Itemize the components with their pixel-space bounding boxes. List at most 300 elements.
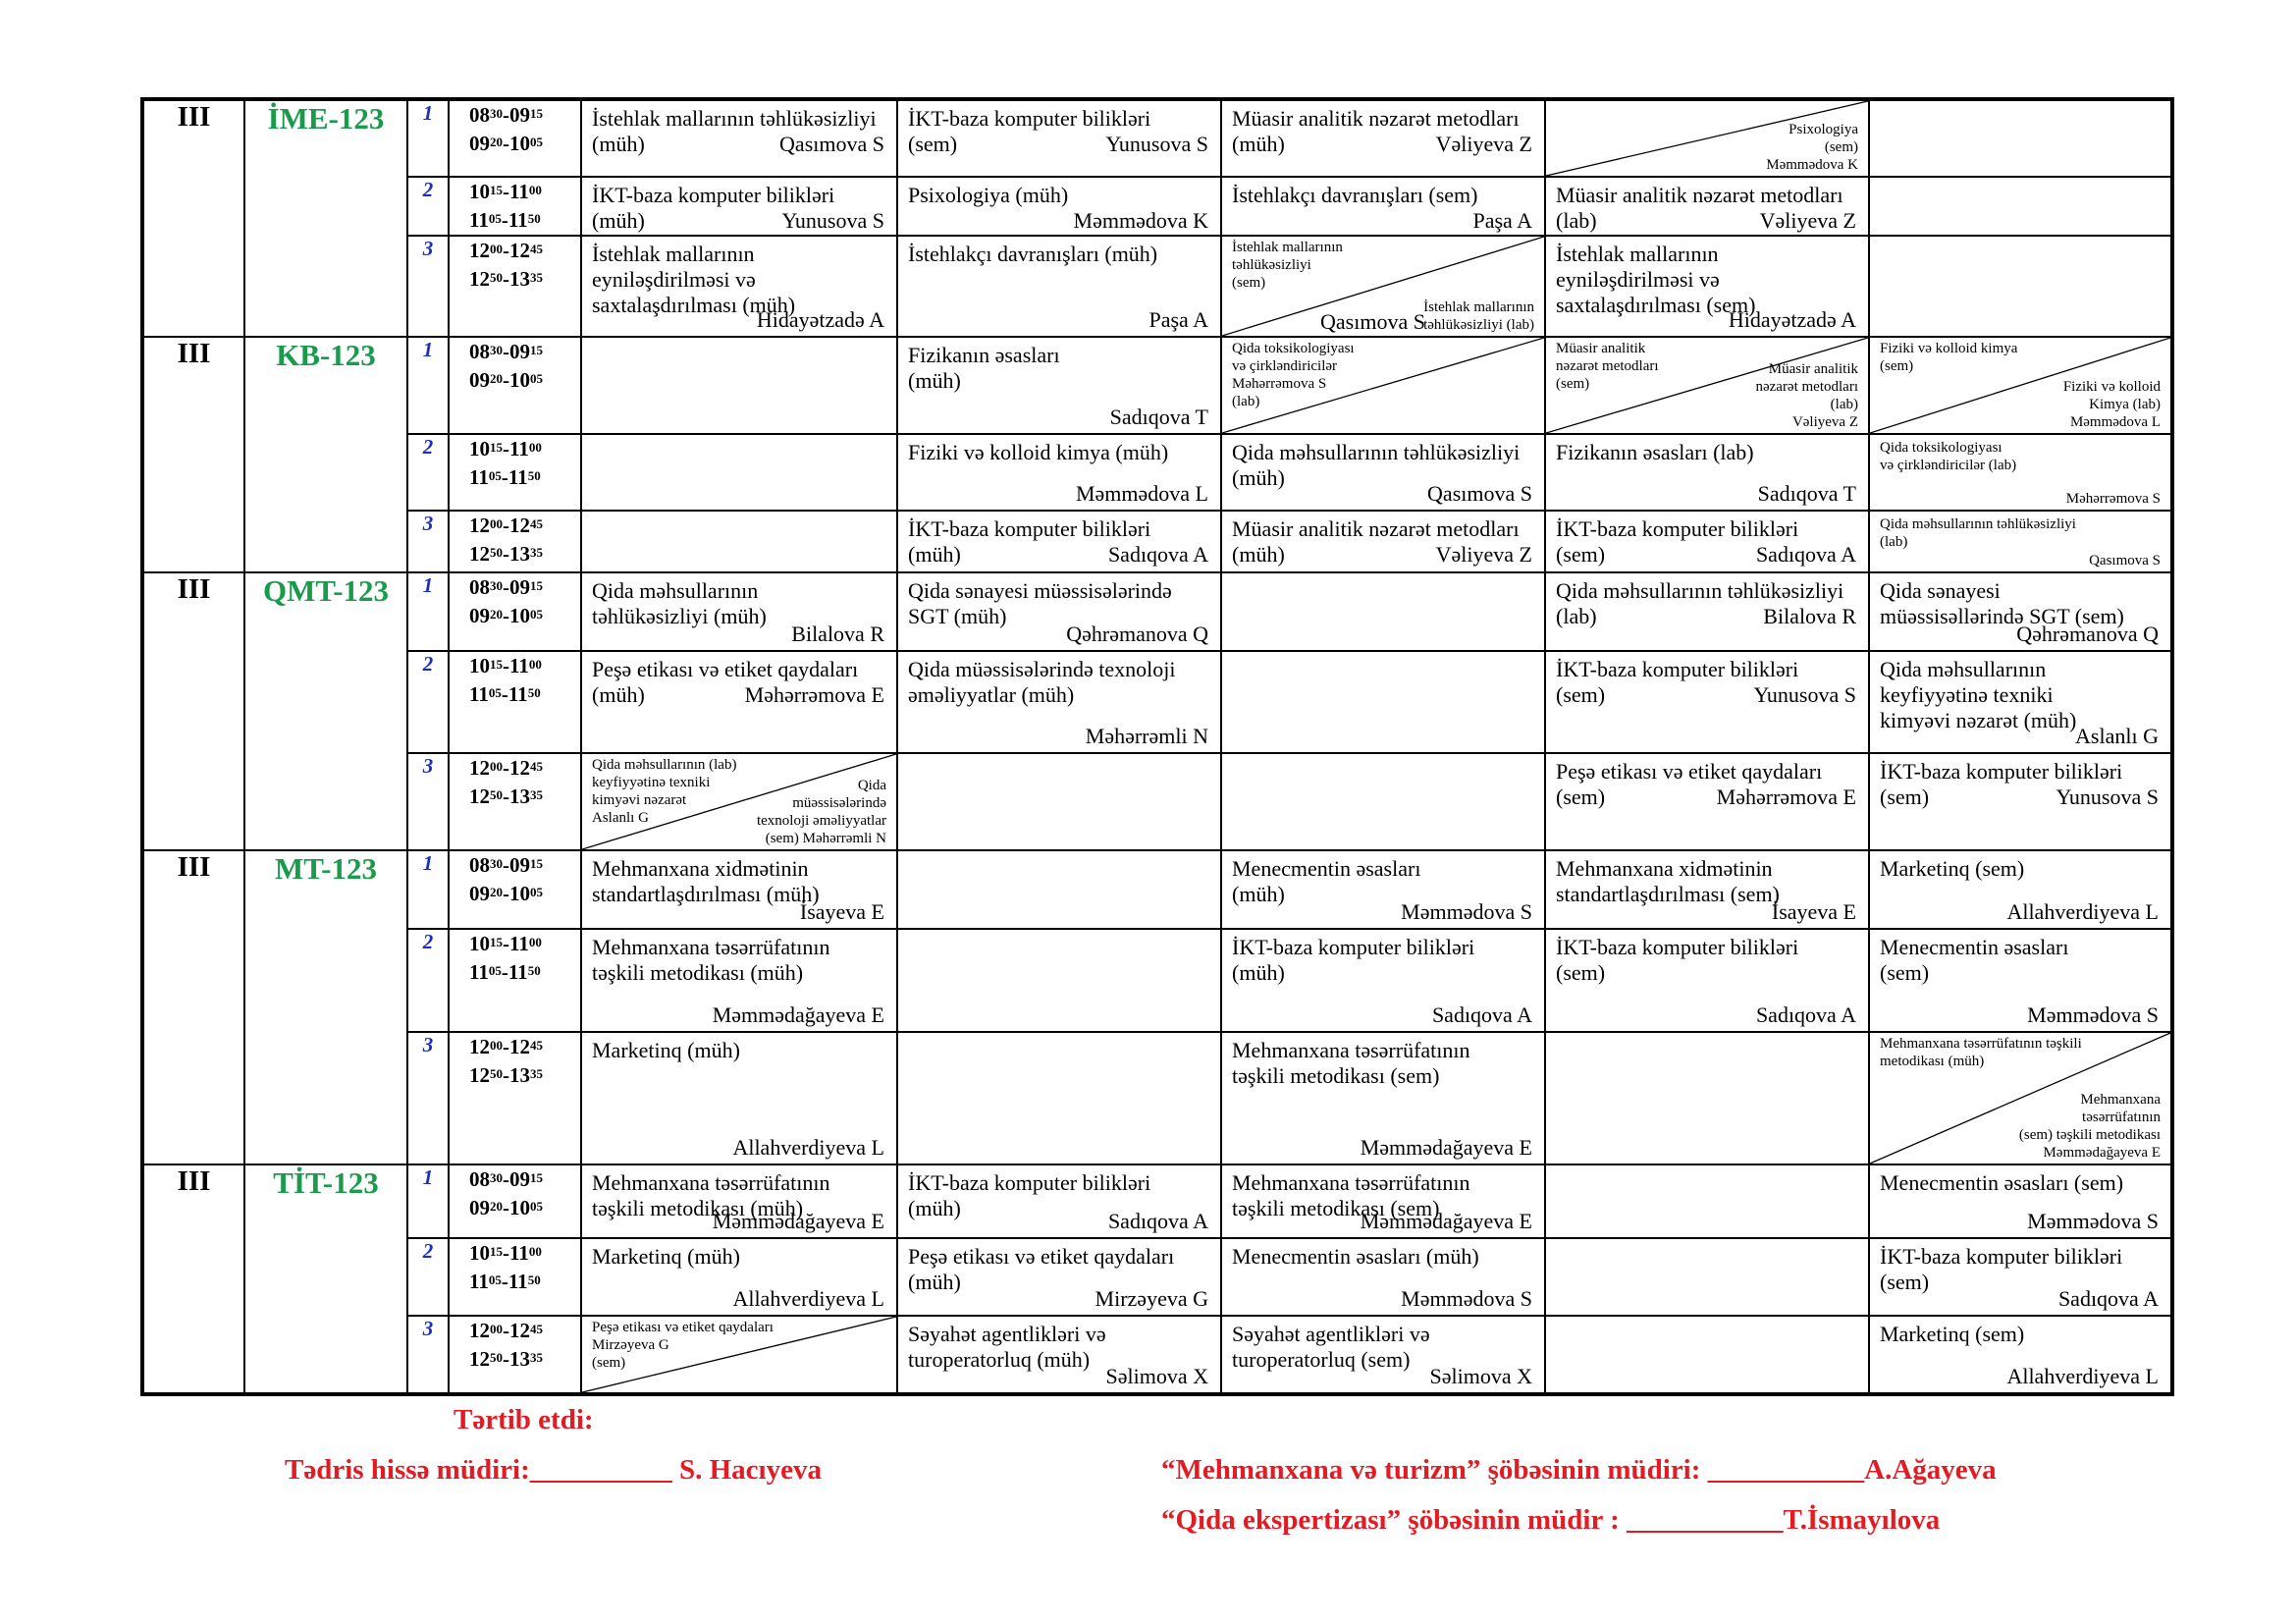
schedule-row [142,434,2172,511]
lesson-teacher: Məmmədova S [2027,1209,2159,1233]
lesson [908,1322,1208,1389]
split-lesson [1870,338,2170,433]
pair-number: 2 [407,1238,449,1316]
lesson-subject: İstehlak mallarının eyniləşdirilməsi və saxtalaşdırılması (müh) [592,242,796,317]
lesson-type: (müh) [592,682,645,707]
time-range: $10^{15}-11^{00}$ [469,932,542,955]
schedule-table [140,97,2174,1396]
lesson [908,1170,1208,1234]
split-lesson [1870,1033,2170,1164]
lesson-teacher: Allahverdiyeva L [2006,899,2159,924]
time-cell [449,177,581,236]
lesson [1556,759,1856,846]
lesson-teacher: Məhərrəmli N [1085,724,1208,748]
lesson-cell [897,850,1221,929]
lesson-cell [1545,850,1869,929]
time-minutes: 15 [490,183,503,197]
time-minutes: 50 [490,1350,503,1365]
time-minutes: 05 [530,135,543,149]
lesson-subject: Mehmanxana təsərrüfatının təşkili metodikası (müh) [592,1170,830,1220]
lesson-cell [1221,434,1545,511]
time-minutes: 45 [530,1322,543,1336]
lesson-details [1556,682,1856,708]
time-hours: 11 [507,682,528,706]
lesson-type: (sem) [1880,785,1930,809]
lesson-cell [1221,1238,1545,1316]
lesson-cell [1545,511,1869,572]
schedule-row [142,236,2172,337]
time-minutes: 20 [490,607,503,622]
time-cell [449,572,581,651]
time-minutes: 00 [490,1322,503,1336]
time-cell [449,1238,581,1316]
lesson-subject: Qida sənayesi müəssisələrində SGT (müh) [908,578,1172,628]
time-hours: 08 [469,340,490,363]
time-hours: 09 [509,853,530,877]
time-minutes: 05 [488,468,502,483]
lesson-cell [897,929,1221,1032]
time-minutes: 00 [490,242,503,256]
lesson [592,856,884,925]
lesson-subject: Mehmanxana təsərrüfatının təşkili metodikası (müh) [592,935,830,985]
lesson-teacher: Bilalova R [1763,604,1856,628]
schedule-row [142,753,2172,850]
time-hours: 12 [509,1035,530,1058]
lesson-cell [581,434,897,511]
lesson [908,440,1208,507]
lesson-teacher: Hidayətzadə A [1728,307,1856,332]
course-number: III [142,572,244,850]
lesson-subject: İKT-baza komputer bilikləri [908,106,1151,131]
lesson-details [1556,542,1856,568]
lesson-cell [1869,1238,2172,1316]
time-range: $12^{00}-12^{45}$ [469,1319,543,1342]
time-minutes: 15 [490,440,503,455]
lesson-cell [1221,929,1545,1032]
lesson-subject: Müasir analitik nəzarət metodları [1232,516,1520,541]
lesson-cell [897,177,1221,236]
split-upper-lesson: Müasir analitik nəzarət metodları (sem) [1556,341,1659,392]
lesson-cell [897,511,1221,572]
time-minutes: 05 [488,211,502,226]
lesson [1232,935,1532,1028]
lesson-type: (müh) [1232,132,1285,156]
schedule-row [142,1238,2172,1316]
time-minutes: 20 [490,885,503,899]
lesson-cell [897,572,1221,651]
time-cell [449,1164,581,1238]
time-minutes: 05 [530,607,543,622]
time-hours: 11 [507,1270,528,1293]
lesson-cell [1221,1164,1545,1238]
time-minutes: 35 [530,1066,543,1081]
time-minutes: 05 [488,685,502,700]
lesson-cell [1221,337,1545,434]
lesson-cell [1869,1316,2172,1394]
split-lesson [1222,237,1544,336]
lesson-teacher: Qasımova S [779,132,884,156]
lesson-type: (müh) [592,208,645,233]
pair-number: 3 [407,1316,449,1394]
time-range: $09^{20}-10^{05}$ [469,132,543,155]
lesson-subject: Menecmentin əsasları (müh) [1232,1244,1479,1269]
lesson-teacher: Aslanlı G [2075,724,2159,748]
time-hours: 13 [509,267,530,291]
lesson-cell [1869,753,2172,850]
lesson-teacher: Sadıqova T [1109,405,1208,429]
time-hours: 10 [469,932,490,955]
lesson-cell [1869,651,2172,753]
schedule-row [142,177,2172,236]
lesson-details [1556,785,1856,810]
schedule-row [142,1316,2172,1394]
lesson [1880,1170,2159,1234]
lesson-cell [581,177,897,236]
time-minutes: 05 [530,371,543,386]
lesson-teacher: Məhərrəmova S [2065,491,2161,507]
lesson-cell [581,337,897,434]
lesson-subject: Marketinq (sem) [1880,856,2025,881]
time-hours: 08 [469,1167,490,1191]
time-minutes: 35 [530,270,543,285]
split-upper-lesson: Peşə etikası və etiket qaydaları Mirzəyeva G (sem) [592,1320,774,1371]
lesson-subject: Peşə etikası və etiket qaydaları (müh) [908,1244,1175,1294]
lesson-type: (müh) [592,132,645,156]
lesson-subject: İKT-baza komputer bilikləri (müh) [1232,935,1475,985]
lesson-details [1556,604,1856,629]
schedule-row [142,572,2172,651]
lesson-cell [1221,1032,1545,1164]
time-minutes: 00 [528,1244,542,1259]
lesson-subject: Səyahət agentlikləri və turoperatorluq (sem) [1232,1322,1430,1372]
time-range: $12^{50}-13^{35}$ [469,785,543,808]
lesson [1232,1038,1532,1161]
lesson-teacher: Qəhrəmanova Q [1066,622,1208,646]
split-lower-lesson: Qida müəssisələrində texnoloji əməliyyatlar (sem) Məhərrəmli N [756,778,886,846]
time-minutes: 15 [530,343,543,357]
time-minutes: 00 [490,1038,503,1053]
lesson [1880,578,2159,647]
lesson-teacher: Məmmədova S [2027,1002,2159,1027]
lesson-teacher: Sadıqova A [1755,542,1856,567]
time-hours: 11 [507,960,528,984]
lesson [1880,657,2159,749]
time-hours: 09 [509,340,530,363]
time-range: $10^{15}-11^{00}$ [469,180,542,203]
lesson [1232,856,1532,925]
time-cell [449,1316,581,1394]
split-lower-lesson: Mehmanxana təsərrüfatının (sem) təşkili metodikası Məmmədağayeva E [2018,1092,2161,1161]
lesson-teacher: Səlimova X [1105,1364,1208,1388]
split-lesson [582,754,896,849]
lesson-details [592,132,884,157]
time-cell [449,434,581,511]
time-minutes: 35 [530,1350,543,1365]
time-hours: 09 [469,604,490,627]
time-minutes: 15 [530,856,543,871]
lesson-subject: Marketinq (müh) [592,1244,740,1269]
lesson-subject: Fiziki və kolloid kimya (müh) [908,440,1169,464]
group-name: KB-123 [244,337,407,572]
lesson-cell [1221,651,1545,753]
lesson-cell [1545,753,1869,850]
lesson [592,1170,884,1234]
lesson-cell [581,753,897,850]
time-range: $08^{30}-09^{15}$ [469,1167,543,1191]
schedule-row [142,1164,2172,1238]
split-lesson [1546,338,1868,433]
course-number: III [142,337,244,572]
time-minutes: 00 [490,759,503,774]
lesson-subject: İstehlakçı davranışları (sem) [1232,183,1478,207]
time-range: $12^{50}-13^{35}$ [469,267,543,291]
time-minutes: 50 [490,787,503,802]
lesson-cell [897,337,1221,434]
time-hours: 10 [469,1241,490,1265]
time-minutes: 45 [530,759,543,774]
lesson-subject: Müasir analitik nəzarət metodları [1232,106,1520,131]
time-minutes: 45 [530,516,543,531]
time-minutes: 50 [527,685,541,700]
time-hours: 13 [509,542,530,566]
lesson-cell [581,651,897,753]
time-hours: 12 [509,756,530,780]
time-hours: 09 [509,575,530,599]
time-minutes: 05 [488,1272,502,1287]
pair-number: 2 [407,651,449,753]
time-cell [449,651,581,753]
lesson-subject: İKT-baza komputer bilikləri [908,516,1151,541]
lesson-cell [897,753,1221,850]
lesson-cell [581,1238,897,1316]
lesson-teacher: Məmmədova L [1075,481,1208,506]
time-hours: 10 [509,368,530,392]
lesson-subject: Psixologiya (müh) [908,183,1069,207]
lesson-cell [1545,99,1869,177]
time-range: $08^{30}-09^{15}$ [469,340,543,363]
lesson-cell [1545,236,1869,337]
time-cell [449,929,581,1032]
time-range: $08^{30}-09^{15}$ [469,853,543,877]
lesson-details [592,208,884,234]
lesson-cell [581,99,897,177]
course-number: III [142,1164,244,1394]
lesson [1556,856,1856,925]
time-hours: 10 [509,882,530,905]
lesson-teacher: Yunusova S [1753,682,1856,707]
lesson-subject: Fizikanın əsasları (müh) [908,343,1060,393]
lesson [1880,1322,2159,1389]
time-hours: 13 [509,1347,530,1371]
time-cell [449,1032,581,1164]
lesson-cell [1221,1316,1545,1394]
lesson-subject: Qida məhsullarının təhlükəsizliyi [1556,578,1844,603]
lesson-details [1556,208,1856,234]
time-range: $12^{50}-13^{35}$ [469,542,543,566]
lesson-subject: Fizikanın əsasları (lab) [1556,440,1754,464]
lesson-subject: Qida məhsullarının təhlükəsizliyi (lab) [1880,516,2076,550]
lesson-cell [581,1164,897,1238]
time-minutes: 00 [490,516,503,531]
lesson-cell [1221,572,1545,651]
lesson-subject: Qida məhsullarının təhlükəsizliyi (müh) [1232,440,1521,490]
lesson-cell [1869,850,2172,929]
time-minutes: 00 [528,183,542,197]
lesson-cell [1545,1238,1869,1316]
lesson-cell [897,99,1221,177]
split-upper-lesson: Mehmanxana təsərrüfatının təşkili metodikası (müh) [1880,1036,2082,1069]
group-name: MT-123 [244,850,407,1164]
lesson-details [592,682,884,708]
time-cell [449,753,581,850]
time-hours: 09 [469,132,490,155]
lesson-cell [1221,850,1545,929]
time-minutes: 15 [530,1170,543,1185]
time-minutes: 45 [530,242,543,256]
lesson-teacher: İsayeva E [799,899,884,924]
time-hours: 12 [469,1319,490,1342]
lesson-teacher: Vəliyeva Z [1759,208,1856,233]
course-number: III [142,99,244,337]
time-range: $09^{20}-10^{05}$ [469,882,543,905]
lesson [1556,440,1856,507]
time-range: $11^{05}-11^{50}$ [469,682,541,706]
time-hours: 12 [469,785,490,808]
time-hours: 12 [469,239,490,262]
lesson-teacher: Yunusova S [2056,785,2159,809]
lesson-cell [1221,236,1545,337]
lesson-teacher: Bilalova R [791,622,884,646]
time-minutes: 15 [490,935,503,949]
lesson-type: (sem) [908,132,958,156]
time-hours: 08 [469,853,490,877]
time-range: $09^{20}-10^{05}$ [469,1196,543,1219]
lesson-teacher: Allahverdiyeva L [732,1135,884,1160]
lesson [1232,1170,1532,1234]
pair-number: 1 [407,99,449,177]
time-hours: 10 [509,132,530,155]
lesson [908,516,1208,568]
lesson-subject: İKT-baza komputer bilikləri [592,183,835,207]
lesson-subject: İstehlak mallarının eyniləşdirilməsi və saxtalaşdırılması (sem) [1556,242,1756,317]
lesson-details [1232,132,1532,157]
lesson-teacher: Paşa A [1472,208,1532,233]
pair-number: 3 [407,236,449,337]
course-number: III [142,850,244,1164]
lesson-teacher: Məmmədağayeva E [712,1209,884,1233]
lesson-subject: İstehlakçı davranışları (müh) [908,242,1158,266]
split-lesson [1222,338,1544,433]
time-minutes: 15 [490,1244,503,1259]
time-range: $10^{15}-11^{00}$ [469,654,542,677]
pair-number: 2 [407,929,449,1032]
lesson-type: (sem) [1556,682,1606,707]
lesson-cell [1869,572,2172,651]
lesson-teacher: Qəhrəmanova Q [2016,622,2159,646]
lesson [592,657,884,749]
split-lower-lesson: Psixologiya (sem) Məmmədova K [1766,122,1858,173]
time-range: $09^{20}-10^{05}$ [469,368,543,392]
lesson [1232,516,1532,568]
time-minutes: 50 [490,270,503,285]
time-minutes: 50 [527,963,541,978]
lesson-teacher: Allahverdiyeva L [732,1286,884,1311]
time-minutes: 50 [527,1272,541,1287]
lesson-cell [1545,1316,1869,1394]
lesson-subject: İKT-baza komputer bilikləri (müh) [908,1170,1151,1220]
split-teacher: Qasımova S [1320,309,1425,334]
time-hours: 12 [469,542,490,566]
lesson-teacher: Sadıqova A [1107,542,1208,567]
lesson [1880,759,2159,846]
time-hours: 08 [469,103,490,127]
lesson-cell [1869,177,2172,236]
lesson-teacher: İsayeva E [1771,899,1856,924]
time-hours: 12 [509,514,530,537]
split-lesson [1546,101,1868,176]
time-hours: 12 [469,1063,490,1087]
pair-number: 3 [407,511,449,572]
time-cell [449,99,581,177]
lesson-cell [1545,651,1869,753]
split-upper-lesson: Qida toksikologiyası və çirkləndiricilər Məhərrəmova S (lab) [1232,341,1355,409]
time-range: $12^{50}-13^{35}$ [469,1063,543,1087]
time-range: $11^{05}-11^{50}$ [469,208,541,232]
time-hours: 12 [469,267,490,291]
time-hours: 10 [469,437,490,460]
lesson-teacher: Paşa A [1148,307,1208,332]
lesson [1880,856,2159,925]
time-cell [449,850,581,929]
lesson-teacher: Sadıqova A [1755,1002,1856,1027]
time-minutes: 30 [490,578,503,593]
lesson-teacher: Səlimova X [1429,1364,1532,1388]
lesson-cell [1869,236,2172,337]
lesson-teacher: Məmmədova S [1401,1286,1532,1311]
lesson-subject: Marketinq (müh) [592,1038,740,1062]
time-hours: 11 [509,932,529,955]
lesson [1232,440,1532,507]
lesson [908,1244,1208,1312]
lesson-teacher: Vəliyeva Z [1435,542,1532,567]
lesson-cell [897,651,1221,753]
time-hours: 11 [469,960,489,984]
lesson [908,657,1208,749]
lesson [592,935,884,1028]
lesson-teacher: Yunusova S [1105,132,1208,156]
lesson-teacher: Yunusova S [781,208,884,233]
time-range: $11^{05}-11^{50}$ [469,960,541,984]
time-hours: 09 [469,368,490,392]
lesson-subject: Menecmentin əsasları (müh) [1232,856,1421,906]
group-name: TİT-123 [244,1164,407,1394]
lesson-details [908,542,1208,568]
time-range: $12^{50}-13^{35}$ [469,1347,543,1371]
pair-number: 2 [407,177,449,236]
time-range: $11^{05}-11^{50}$ [469,465,541,489]
pair-number: 1 [407,572,449,651]
lesson-type: (müh) [1232,542,1285,567]
time-hours: 10 [509,604,530,627]
lesson-details [1232,208,1532,234]
time-minutes: 50 [490,545,503,560]
time-hours: 09 [469,1196,490,1219]
split-lesson [582,1317,896,1392]
time-hours: 12 [469,1347,490,1371]
lesson [1232,1244,1532,1312]
lesson-cell [1869,1164,2172,1238]
time-hours: 11 [469,465,489,489]
